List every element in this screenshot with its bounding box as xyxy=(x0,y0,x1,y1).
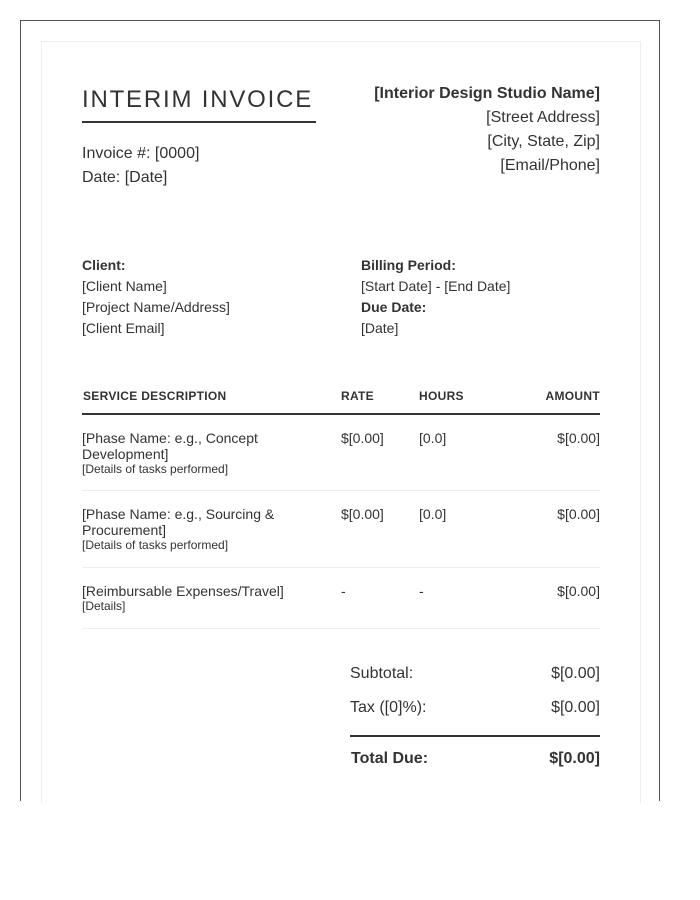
row-details: [Details of tasks performed] xyxy=(82,462,229,476)
due-date-heading: Due Date: xyxy=(361,299,427,315)
row-hours: [0.0] xyxy=(419,506,447,522)
row-description xyxy=(82,506,312,552)
client-block xyxy=(82,255,230,339)
row-description-text: [Phase Name: e.g., Sourcing & Procurement] xyxy=(82,506,275,538)
services-table xyxy=(82,380,600,629)
row-description-text: [Reimbursable Expenses/Travel] xyxy=(82,583,284,599)
row-description xyxy=(82,430,312,476)
invoice-meta xyxy=(82,142,199,190)
row-amount: $[0.00] xyxy=(557,430,600,446)
tax-label: Tax ([0]%): xyxy=(350,699,427,716)
row-rate: $[0.00] xyxy=(341,506,384,522)
invoice-date: Date: [Date] xyxy=(82,169,168,186)
client-email: [Client Email] xyxy=(82,320,165,336)
totals-block xyxy=(350,655,600,787)
row-amount: $[0.00] xyxy=(557,583,600,599)
row-details: [Details of tasks performed] xyxy=(82,538,229,552)
client-project: [Project Name/Address] xyxy=(82,299,230,315)
table-header xyxy=(82,380,600,415)
studio-name: [Interior Design Studio Name] xyxy=(374,85,600,102)
header-amount: AMOUNT xyxy=(545,389,600,403)
table-row xyxy=(82,415,600,491)
client-name: [Client Name] xyxy=(82,278,167,294)
studio-city: [City, State, Zip] xyxy=(487,133,600,150)
row-description xyxy=(82,583,312,613)
row-rate: $[0.00] xyxy=(341,430,384,446)
subtotal-label: Subtotal: xyxy=(350,665,414,682)
header-description: SERVICE DESCRIPTION xyxy=(83,389,227,403)
invoice-title: INTERIM INVOICE xyxy=(82,86,316,123)
total-due-label: Total Due: xyxy=(351,750,429,767)
header-hours: HOURS xyxy=(419,389,464,403)
row-rate: - xyxy=(341,583,346,599)
tax-value: $[0.00] xyxy=(551,699,600,716)
table-row xyxy=(82,491,600,568)
tax-line xyxy=(350,689,600,723)
studio-street: [Street Address] xyxy=(486,109,600,126)
total-due-line xyxy=(350,735,600,787)
row-hours: - xyxy=(419,583,424,599)
billing-block xyxy=(361,255,510,339)
invoice-number: Invoice #: [0000] xyxy=(82,145,200,162)
due-date-value: [Date] xyxy=(361,320,399,336)
studio-contact: [Email/Phone] xyxy=(500,157,600,174)
billing-period-heading: Billing Period: xyxy=(361,257,456,273)
row-description-text: [Phase Name: e.g., Concept Development] xyxy=(82,430,258,462)
table-row xyxy=(82,568,600,629)
header-rate: RATE xyxy=(341,389,374,403)
row-amount: $[0.00] xyxy=(557,506,600,522)
client-heading: Client: xyxy=(82,257,126,273)
subtotal-line xyxy=(350,655,600,689)
row-hours: [0.0] xyxy=(419,430,447,446)
billing-period-value: [Start Date] - [End Date] xyxy=(361,278,511,294)
row-details: [Details] xyxy=(82,599,126,613)
studio-info xyxy=(374,82,600,178)
subtotal-value: $[0.00] xyxy=(551,665,600,682)
total-due-value: $[0.00] xyxy=(549,750,600,767)
